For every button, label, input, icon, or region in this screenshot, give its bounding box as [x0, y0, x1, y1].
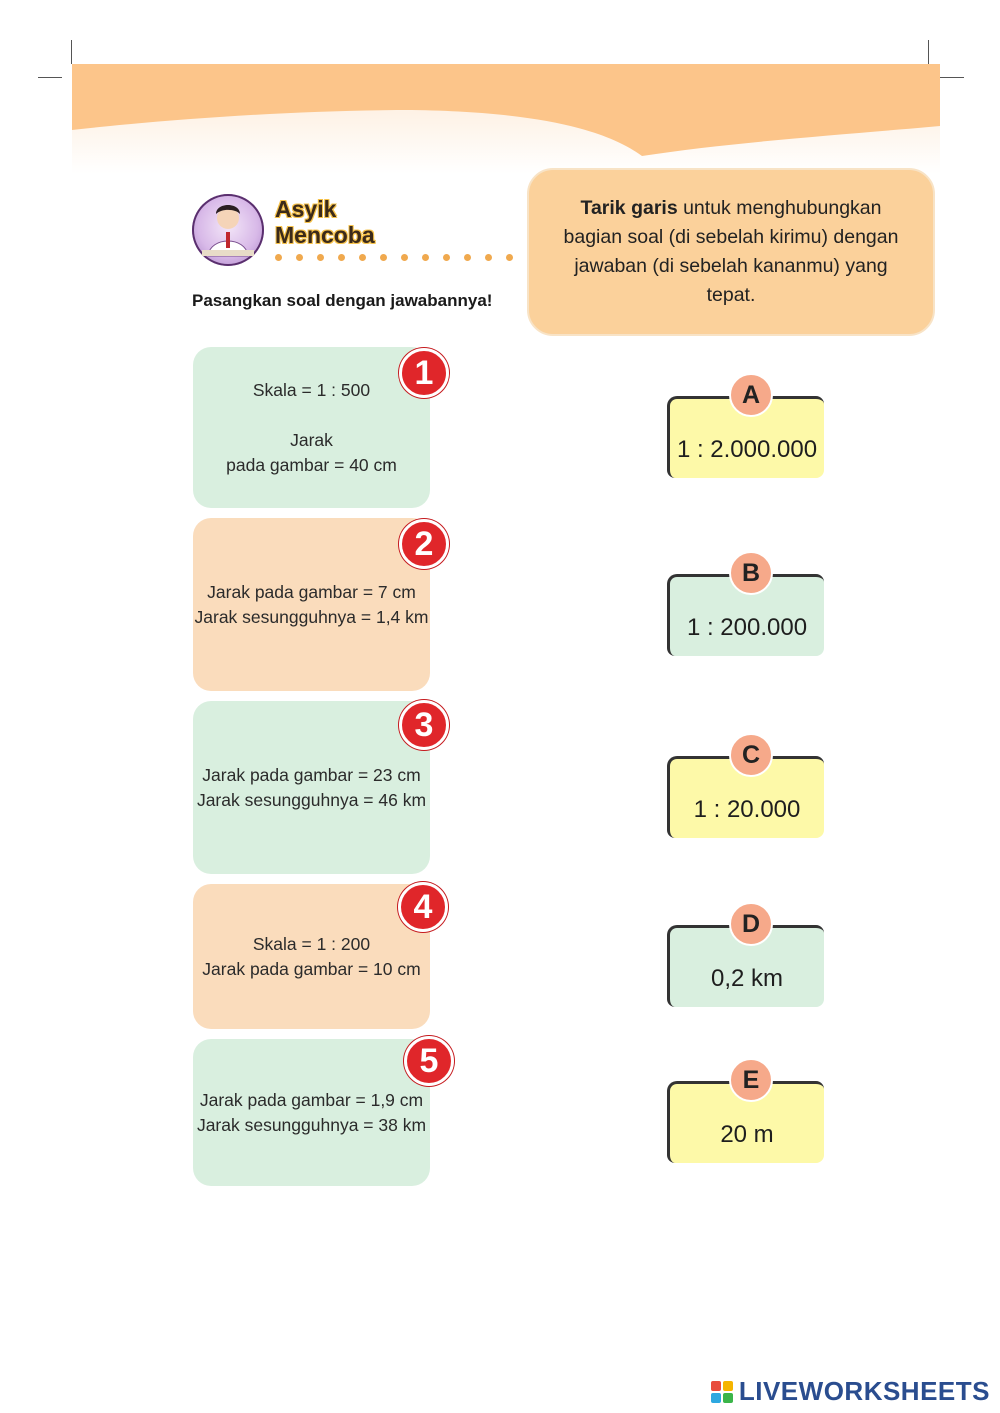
- liveworksheets-logo: [711, 1376, 990, 1407]
- note-bold: Tarik garis: [580, 197, 678, 219]
- section-title: Asyik Mencoba: [275, 196, 375, 248]
- answer-letter: C: [729, 733, 773, 777]
- answer-letter: A: [729, 373, 773, 417]
- answer-letter: E: [729, 1058, 773, 1102]
- answer-value: 20 m: [720, 1121, 774, 1148]
- answer-value: 1 : 200.000: [686, 614, 808, 641]
- answer-card-c[interactable]: [667, 741, 824, 838]
- logo-grid-icon: [711, 1381, 733, 1403]
- number-badge-1: 1: [399, 348, 449, 398]
- answer-value: 1 : 2.000.000: [676, 436, 818, 463]
- answer-card-b[interactable]: [667, 559, 824, 656]
- brand-name: LIVEWORKSHEETS: [738, 1376, 990, 1406]
- question-card-5[interactable]: [193, 1039, 430, 1186]
- question-card-1[interactable]: [193, 347, 430, 508]
- question-text: Skala = 1 : 200 Jarak pada gambar = 10 cm: [202, 933, 421, 979]
- instruction-note: [527, 168, 935, 336]
- answer-letter: B: [729, 551, 773, 595]
- header-banner: [72, 64, 940, 174]
- answer-value: 1 : 20.000: [693, 796, 801, 823]
- instruction-text: Pasangkan soal dengan jawabannya!: [192, 291, 493, 310]
- dotted-divider: [275, 254, 513, 261]
- number-badge-2: 2: [399, 519, 449, 569]
- answer-value: 0,2 km: [710, 965, 784, 992]
- question-text: Jarak pada gambar = 1,9 cm Jarak sesungguhnya = 38 km: [196, 1089, 427, 1135]
- question-card-3[interactable]: [193, 701, 430, 874]
- question-text: Jarak pada gambar = 23 cm Jarak sesungguhnya = 46 km: [196, 764, 427, 810]
- answer-card-e[interactable]: [667, 1066, 824, 1163]
- number-badge-3: 3: [399, 700, 449, 750]
- answer-card-d[interactable]: [667, 910, 824, 1007]
- answer-card-a[interactable]: [667, 381, 824, 478]
- number-badge-5: 5: [404, 1036, 454, 1086]
- question-card-4[interactable]: [193, 884, 430, 1029]
- number-badge-4: 4: [398, 882, 448, 932]
- crop-mark: [940, 77, 964, 78]
- crop-mark: [71, 40, 72, 64]
- question-text: Skala = 1 : 500 Jarak pada gambar = 40 cm: [226, 379, 397, 475]
- note-text: untuk menghubungkan bagian soal (di sebelah kirimu) dengan jawaban (di sebelah kananmu) yang tepat.: [563, 197, 899, 306]
- student-avatar: [192, 194, 264, 266]
- crop-mark: [928, 40, 929, 64]
- crop-mark: [38, 77, 62, 78]
- answer-letter: D: [729, 902, 773, 946]
- question-text: Jarak pada gambar = 7 cm Jarak sesungguhnya = 1,4 km: [194, 581, 429, 627]
- question-card-2[interactable]: [193, 518, 430, 691]
- section-heading: [192, 194, 532, 284]
